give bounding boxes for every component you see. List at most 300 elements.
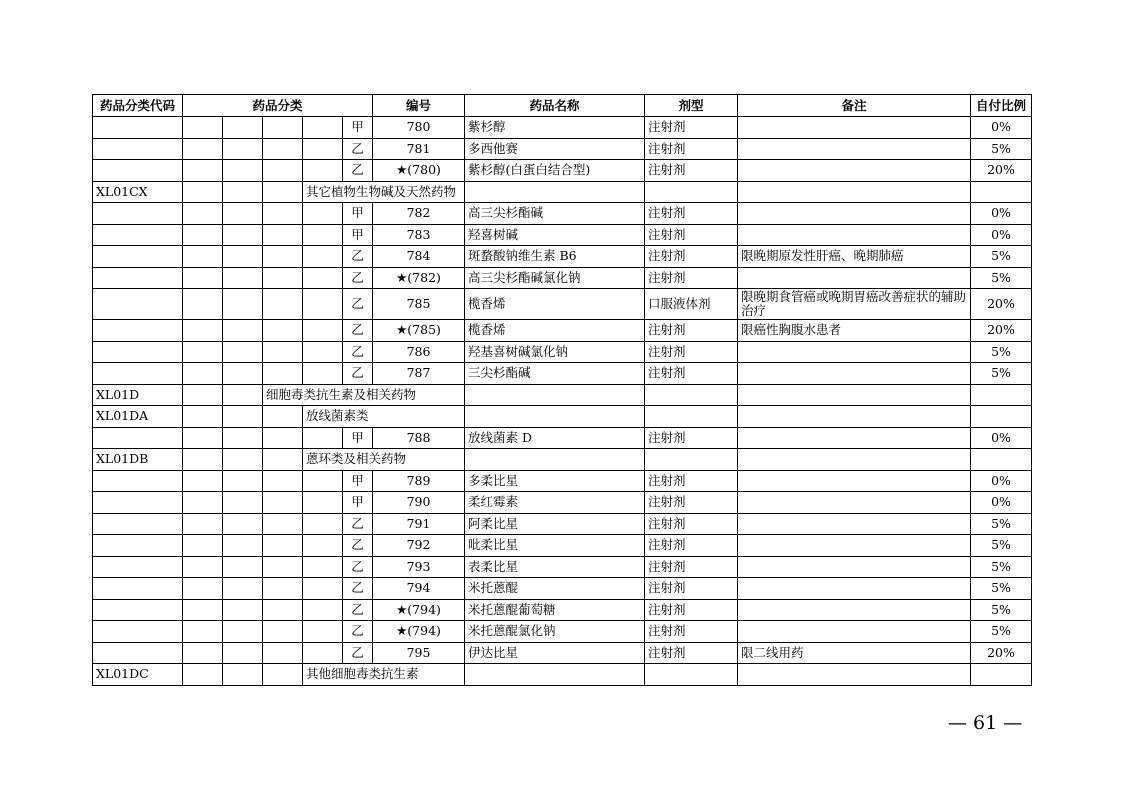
drug-ratio: 0% xyxy=(971,427,1032,449)
category-spacer xyxy=(303,160,343,182)
drug-note xyxy=(738,470,971,492)
category-spacer xyxy=(303,138,343,160)
empty-cell xyxy=(465,384,645,406)
drug-name: 柔红霉素 xyxy=(465,492,645,514)
drug-name: 伊达比星 xyxy=(465,642,645,664)
drug-ratio: 20% xyxy=(971,289,1032,320)
drug-ratio: 5% xyxy=(971,138,1032,160)
drug-ratio: 0% xyxy=(971,203,1032,225)
code-cell xyxy=(93,578,183,600)
category-spacer xyxy=(263,363,303,385)
category-spacer xyxy=(263,449,303,471)
drug-row xyxy=(93,267,1032,289)
drug-name: 榄香烯 xyxy=(465,289,645,320)
drug-grade: 乙 xyxy=(343,363,373,385)
drug-grade: 乙 xyxy=(343,513,373,535)
category-spacer xyxy=(303,427,343,449)
empty-cell xyxy=(738,449,971,471)
category-spacer xyxy=(223,341,263,363)
drug-form: 注射剂 xyxy=(645,556,738,578)
category-spacer xyxy=(303,578,343,600)
drug-number: 780 xyxy=(373,117,465,139)
category-spacer xyxy=(183,341,223,363)
drug-name: 紫杉醇 xyxy=(465,117,645,139)
category-spacer xyxy=(183,246,223,268)
header-name: 药品名称 xyxy=(465,95,645,117)
drug-ratio: 0% xyxy=(971,117,1032,139)
drug-form: 注射剂 xyxy=(645,138,738,160)
drug-form: 注射剂 xyxy=(645,320,738,342)
drug-number: 786 xyxy=(373,341,465,363)
drug-name: 阿柔比星 xyxy=(465,513,645,535)
drug-name: 米托蒽醌氯化钠 xyxy=(465,621,645,643)
drug-number: ★(782) xyxy=(373,267,465,289)
category-spacer xyxy=(223,449,263,471)
category-spacer xyxy=(223,363,263,385)
category-code: XL01D xyxy=(93,384,183,406)
drug-row xyxy=(93,203,1032,225)
code-cell xyxy=(93,203,183,225)
empty-cell xyxy=(738,384,971,406)
code-cell xyxy=(93,492,183,514)
category-spacer xyxy=(183,642,223,664)
drug-ratio: 5% xyxy=(971,556,1032,578)
drug-note: 限癌性胸腹水患者 xyxy=(738,320,971,342)
drug-ratio: 5% xyxy=(971,267,1032,289)
drug-ratio: 5% xyxy=(971,578,1032,600)
category-code: XL01DC xyxy=(93,664,183,686)
drug-number: 782 xyxy=(373,203,465,225)
empty-cell xyxy=(465,181,645,203)
drug-name: 放线菌素 D xyxy=(465,427,645,449)
category-spacer xyxy=(303,246,343,268)
category-spacer xyxy=(223,664,263,686)
category-spacer xyxy=(303,320,343,342)
category-row xyxy=(93,384,1032,406)
drug-note xyxy=(738,224,971,246)
category-spacer xyxy=(303,203,343,225)
drug-number: 789 xyxy=(373,470,465,492)
drug-form: 注射剂 xyxy=(645,160,738,182)
code-cell xyxy=(93,341,183,363)
category-spacer xyxy=(223,492,263,514)
category-spacer xyxy=(303,621,343,643)
drug-ratio: 20% xyxy=(971,642,1032,664)
header-form: 剂型 xyxy=(645,95,738,117)
drug-note xyxy=(738,138,971,160)
drug-grade: 乙 xyxy=(343,138,373,160)
drug-ratio: 20% xyxy=(971,160,1032,182)
category-spacer xyxy=(183,449,223,471)
drug-row xyxy=(93,470,1032,492)
category-spacer xyxy=(263,513,303,535)
drug-name: 米托蒽醌 xyxy=(465,578,645,600)
category-spacer xyxy=(183,320,223,342)
category-spacer xyxy=(263,181,303,203)
code-cell xyxy=(93,556,183,578)
category-row xyxy=(93,181,1032,203)
header-code: 药品分类代码 xyxy=(93,95,183,117)
code-cell xyxy=(93,535,183,557)
drug-name: 羟基喜树碱氯化钠 xyxy=(465,341,645,363)
category-spacer xyxy=(183,578,223,600)
code-cell xyxy=(93,320,183,342)
code-cell xyxy=(93,138,183,160)
empty-cell xyxy=(645,664,738,686)
category-spacer xyxy=(183,427,223,449)
category-spacer xyxy=(223,556,263,578)
category-spacer xyxy=(223,470,263,492)
category-spacer xyxy=(263,470,303,492)
category-spacer xyxy=(183,267,223,289)
drug-form: 注射剂 xyxy=(645,117,738,139)
drug-grade: 甲 xyxy=(343,492,373,514)
drug-ratio: 0% xyxy=(971,492,1032,514)
category-spacer xyxy=(223,203,263,225)
drug-form: 注射剂 xyxy=(645,599,738,621)
category-spacer xyxy=(263,138,303,160)
drug-grade: 乙 xyxy=(343,341,373,363)
category-spacer xyxy=(223,289,263,320)
code-cell xyxy=(93,363,183,385)
page-number: — 61 — xyxy=(948,712,1023,734)
drug-ratio: 5% xyxy=(971,363,1032,385)
drug-row xyxy=(93,117,1032,139)
drug-grade: 乙 xyxy=(343,289,373,320)
category-spacer xyxy=(263,267,303,289)
drug-row xyxy=(93,642,1032,664)
drug-number: 793 xyxy=(373,556,465,578)
drug-grade: 乙 xyxy=(343,599,373,621)
category-spacer xyxy=(263,341,303,363)
drug-ratio: 20% xyxy=(971,320,1032,342)
category-spacer xyxy=(223,599,263,621)
category-spacer xyxy=(223,117,263,139)
drug-row xyxy=(93,556,1032,578)
category-spacer xyxy=(223,267,263,289)
code-cell xyxy=(93,642,183,664)
category-spacer xyxy=(303,535,343,557)
drug-form: 注射剂 xyxy=(645,267,738,289)
category-spacer xyxy=(263,578,303,600)
category-spacer xyxy=(183,664,223,686)
category-spacer xyxy=(183,406,223,428)
drug-number: 787 xyxy=(373,363,465,385)
drug-ratio: 5% xyxy=(971,535,1032,557)
category-spacer xyxy=(303,492,343,514)
category-spacer xyxy=(263,289,303,320)
drug-number: ★(794) xyxy=(373,599,465,621)
code-cell xyxy=(93,470,183,492)
drug-grade: 乙 xyxy=(343,320,373,342)
drug-note xyxy=(738,513,971,535)
drug-number: 781 xyxy=(373,138,465,160)
empty-cell xyxy=(738,406,971,428)
table-header-row xyxy=(93,95,1032,117)
empty-cell xyxy=(738,181,971,203)
category-code: XL01DA xyxy=(93,406,183,428)
category-spacer xyxy=(303,341,343,363)
drug-name: 榄香烯 xyxy=(465,320,645,342)
code-cell xyxy=(93,267,183,289)
category-spacer xyxy=(263,406,303,428)
drug-note xyxy=(738,556,971,578)
category-spacer xyxy=(303,470,343,492)
category-spacer xyxy=(183,160,223,182)
drug-grade: 甲 xyxy=(343,427,373,449)
category-spacer xyxy=(263,203,303,225)
drug-row xyxy=(93,535,1032,557)
drug-row xyxy=(93,246,1032,268)
empty-cell xyxy=(645,449,738,471)
category-spacer xyxy=(223,513,263,535)
drug-row xyxy=(93,578,1032,600)
category-spacer xyxy=(183,492,223,514)
category-spacer xyxy=(183,138,223,160)
drug-row xyxy=(93,513,1032,535)
category-spacer xyxy=(183,203,223,225)
drug-ratio: 0% xyxy=(971,224,1032,246)
drug-row xyxy=(93,427,1032,449)
drug-note xyxy=(738,492,971,514)
category-spacer xyxy=(263,621,303,643)
drug-number: ★(794) xyxy=(373,621,465,643)
drug-ratio: 5% xyxy=(971,599,1032,621)
drug-row xyxy=(93,224,1032,246)
drug-row xyxy=(93,492,1032,514)
category-spacer xyxy=(183,117,223,139)
drug-form: 口服液体剂 xyxy=(645,289,738,320)
category-spacer xyxy=(263,320,303,342)
category-spacer xyxy=(303,363,343,385)
category-spacer xyxy=(183,384,223,406)
drug-note xyxy=(738,427,971,449)
drug-note: 限晚期食管癌或晚期胃癌改善症状的辅助治疗 xyxy=(738,289,971,320)
header-number: 编号 xyxy=(373,95,465,117)
drug-grade: 乙 xyxy=(343,267,373,289)
empty-cell xyxy=(971,384,1032,406)
drug-grade: 乙 xyxy=(343,578,373,600)
drug-form: 注射剂 xyxy=(645,621,738,643)
drug-form: 注射剂 xyxy=(645,578,738,600)
category-spacer xyxy=(303,642,343,664)
drug-note xyxy=(738,578,971,600)
drug-note xyxy=(738,117,971,139)
category-spacer xyxy=(223,181,263,203)
drug-number: 795 xyxy=(373,642,465,664)
drug-note xyxy=(738,203,971,225)
category-spacer xyxy=(263,117,303,139)
drug-number: 791 xyxy=(373,513,465,535)
category-spacer xyxy=(183,513,223,535)
drug-row xyxy=(93,138,1032,160)
category-spacer xyxy=(263,664,303,686)
category-spacer xyxy=(223,535,263,557)
category-spacer xyxy=(223,246,263,268)
drug-row xyxy=(93,341,1032,363)
drug-form: 注射剂 xyxy=(645,363,738,385)
category-spacer xyxy=(263,160,303,182)
drug-ratio: 5% xyxy=(971,621,1032,643)
drug-note xyxy=(738,535,971,557)
drug-name: 高三尖杉酯碱氯化钠 xyxy=(465,267,645,289)
drug-ratio: 5% xyxy=(971,246,1032,268)
drug-number: 785 xyxy=(373,289,465,320)
category-spacer xyxy=(223,406,263,428)
drug-name: 多西他赛 xyxy=(465,138,645,160)
header-ratio: 自付比例 xyxy=(971,95,1032,117)
code-cell xyxy=(93,289,183,320)
category-label: 其他细胞毒类抗生素 xyxy=(303,664,465,686)
category-label: 蒽环类及相关药物 xyxy=(303,449,465,471)
drug-form: 注射剂 xyxy=(645,470,738,492)
empty-cell xyxy=(645,181,738,203)
drug-name: 羟喜树碱 xyxy=(465,224,645,246)
drug-grade: 乙 xyxy=(343,621,373,643)
category-spacer xyxy=(223,224,263,246)
empty-cell xyxy=(971,449,1032,471)
category-spacer xyxy=(263,599,303,621)
category-spacer xyxy=(183,535,223,557)
drug-grade: 甲 xyxy=(343,203,373,225)
empty-cell xyxy=(971,181,1032,203)
drug-number: 788 xyxy=(373,427,465,449)
category-spacer xyxy=(223,384,263,406)
empty-cell xyxy=(971,664,1032,686)
drug-form: 注射剂 xyxy=(645,513,738,535)
code-cell xyxy=(93,246,183,268)
drug-row xyxy=(93,599,1032,621)
drug-grade: 甲 xyxy=(343,470,373,492)
drug-name: 斑蝥酸钠维生素 B6 xyxy=(465,246,645,268)
drug-form: 注射剂 xyxy=(645,341,738,363)
header-category: 药品分类 xyxy=(183,95,373,117)
category-spacer xyxy=(263,427,303,449)
category-spacer xyxy=(183,556,223,578)
drug-form: 注射剂 xyxy=(645,427,738,449)
drug-name: 表柔比星 xyxy=(465,556,645,578)
category-spacer xyxy=(223,642,263,664)
drug-note: 限晚期原发性肝癌、晚期肺癌 xyxy=(738,246,971,268)
code-cell xyxy=(93,427,183,449)
category-spacer xyxy=(183,599,223,621)
category-spacer xyxy=(223,160,263,182)
drug-grade: 甲 xyxy=(343,117,373,139)
drug-note xyxy=(738,160,971,182)
category-label: 细胞毒类抗生素及相关药物 xyxy=(263,384,465,406)
category-spacer xyxy=(183,621,223,643)
drug-ratio: 5% xyxy=(971,513,1032,535)
category-spacer xyxy=(183,224,223,246)
drug-row xyxy=(93,621,1032,643)
empty-cell xyxy=(465,449,645,471)
category-spacer xyxy=(263,492,303,514)
drug-number: 783 xyxy=(373,224,465,246)
category-label: 其它植物生物碱及天然药物 xyxy=(303,181,465,203)
category-spacer xyxy=(303,599,343,621)
category-spacer xyxy=(303,224,343,246)
drug-name: 三尖杉酯碱 xyxy=(465,363,645,385)
category-code: XL01DB xyxy=(93,449,183,471)
category-spacer xyxy=(263,556,303,578)
code-cell xyxy=(93,621,183,643)
drug-note xyxy=(738,363,971,385)
category-spacer xyxy=(183,470,223,492)
category-spacer xyxy=(223,320,263,342)
code-cell xyxy=(93,599,183,621)
category-code: XL01CX xyxy=(93,181,183,203)
drug-form: 注射剂 xyxy=(645,492,738,514)
drug-grade: 乙 xyxy=(343,642,373,664)
drug-form: 注射剂 xyxy=(645,535,738,557)
category-row xyxy=(93,406,1032,428)
category-row xyxy=(93,449,1032,471)
drug-number: ★(780) xyxy=(373,160,465,182)
drug-ratio: 5% xyxy=(971,341,1032,363)
category-row xyxy=(93,664,1032,686)
drug-note xyxy=(738,267,971,289)
category-spacer xyxy=(263,246,303,268)
drug-row xyxy=(93,289,1032,320)
drug-grade: 乙 xyxy=(343,535,373,557)
drug-row xyxy=(93,363,1032,385)
category-spacer xyxy=(223,621,263,643)
drug-name: 紫杉醇(白蛋白结合型) xyxy=(465,160,645,182)
drug-name: 高三尖杉酯碱 xyxy=(465,203,645,225)
drug-name: 米托蒽醌葡萄糖 xyxy=(465,599,645,621)
category-spacer xyxy=(263,224,303,246)
drug-catalog-table xyxy=(92,94,1032,686)
code-cell xyxy=(93,513,183,535)
empty-cell xyxy=(465,406,645,428)
category-spacer xyxy=(303,289,343,320)
drug-grade: 乙 xyxy=(343,246,373,268)
category-spacer xyxy=(183,181,223,203)
drug-row xyxy=(93,160,1032,182)
drug-note xyxy=(738,621,971,643)
drug-form: 注射剂 xyxy=(645,642,738,664)
drug-grade: 乙 xyxy=(343,160,373,182)
empty-cell xyxy=(738,664,971,686)
category-spacer xyxy=(223,578,263,600)
drug-grade: 甲 xyxy=(343,224,373,246)
category-spacer xyxy=(303,513,343,535)
code-cell xyxy=(93,117,183,139)
category-spacer xyxy=(223,138,263,160)
drug-note: 限二线用药 xyxy=(738,642,971,664)
drug-note xyxy=(738,599,971,621)
category-spacer xyxy=(183,363,223,385)
drug-ratio: 0% xyxy=(971,470,1032,492)
drug-name: 吡柔比星 xyxy=(465,535,645,557)
drug-number: ★(785) xyxy=(373,320,465,342)
category-spacer xyxy=(223,427,263,449)
drug-number: 792 xyxy=(373,535,465,557)
drug-number: 790 xyxy=(373,492,465,514)
drug-form: 注射剂 xyxy=(645,203,738,225)
drug-form: 注射剂 xyxy=(645,246,738,268)
drug-number: 784 xyxy=(373,246,465,268)
code-cell xyxy=(93,160,183,182)
drug-note xyxy=(738,341,971,363)
empty-cell xyxy=(645,406,738,428)
category-spacer xyxy=(303,117,343,139)
drug-grade: 乙 xyxy=(343,556,373,578)
empty-cell xyxy=(645,384,738,406)
empty-cell xyxy=(465,664,645,686)
drug-name: 多柔比星 xyxy=(465,470,645,492)
category-spacer xyxy=(263,642,303,664)
